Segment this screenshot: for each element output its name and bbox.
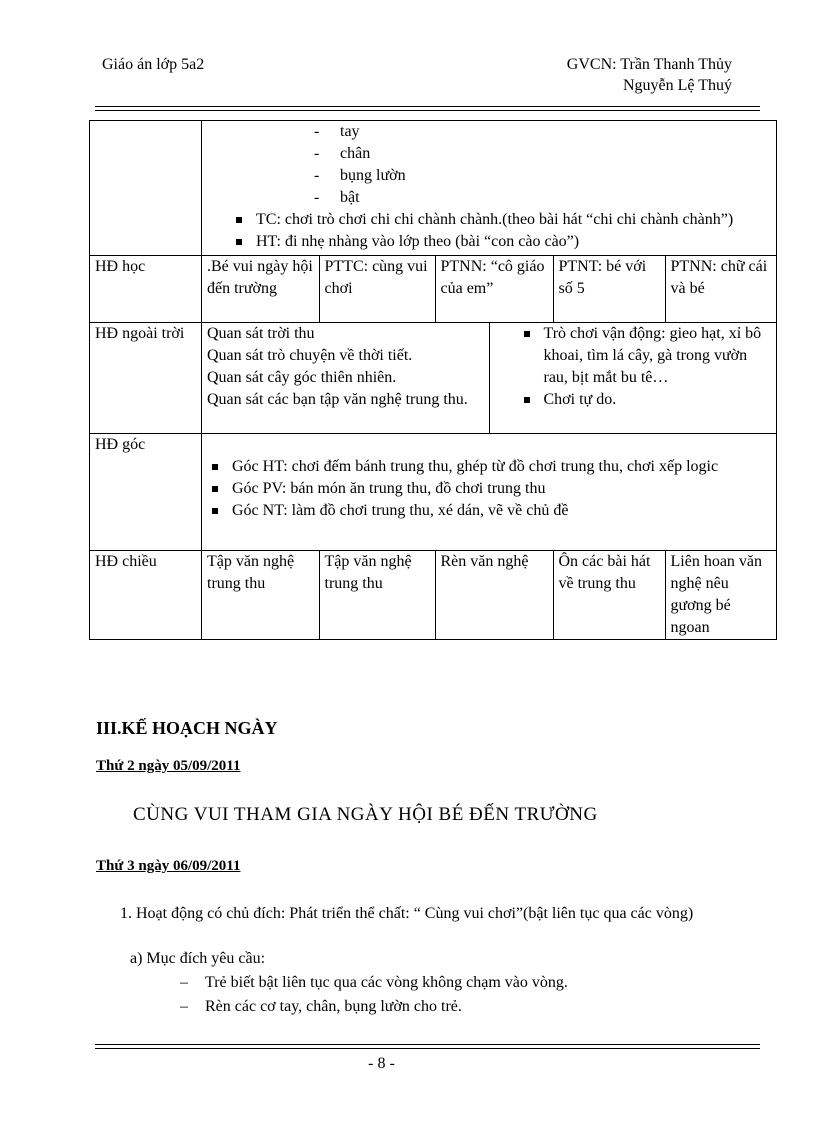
- header-right-line2: Nguyễn Lệ Thuý: [622, 77, 732, 94]
- list-item: TC: chơi trò chơi chi chi chành chành.(theo bài hát “chi chi chành chành”): [230, 209, 766, 231]
- bullet-icon: [524, 397, 530, 403]
- banner-title: CÙNG VUI THAM GIA NGÀY HỘI BÉ ĐẾN TRƯỜNG: [133, 804, 598, 825]
- table-row: [90, 121, 777, 256]
- bullet-icon: [212, 464, 218, 470]
- list-item: HT: đi nhẹ nhàng vào lớp theo (bài “con cào cào”): [230, 231, 766, 253]
- bullet-list: [206, 456, 766, 522]
- table-cell: [202, 551, 777, 640]
- table-cell: [202, 256, 777, 323]
- dash-marker: –: [180, 998, 188, 1015]
- row-label: HĐ chiều: [90, 551, 202, 640]
- dash-marker: –: [180, 974, 188, 991]
- item-text: 1. Hoạt động có chủ đích: Phát triển thể chất: “ Cùng vui chơi”(bật liên tục qua các vòng): [120, 905, 694, 922]
- table-cell: [489, 323, 776, 433]
- table-cell: [202, 323, 777, 434]
- plan-table: [89, 120, 777, 640]
- list-item: - chân: [314, 143, 776, 165]
- header-right-line1: GVCN: Trần Thanh Thủy: [566, 56, 732, 73]
- table-cell: Rèn văn nghệ: [435, 551, 553, 639]
- text-line: Quan sát các bạn tập văn nghệ trung thu.: [207, 391, 468, 408]
- item-text: Rèn các cơ tay, chân, bụng lườn cho trẻ.: [205, 998, 462, 1015]
- table-cell: PTNT: bé với số 5: [553, 256, 665, 322]
- inner-table: [202, 323, 776, 433]
- bullet-icon: [236, 217, 242, 223]
- bullet-icon: [212, 508, 218, 514]
- footer-rule: [95, 1044, 760, 1049]
- bullet-icon: [212, 486, 218, 492]
- table-row: [90, 323, 777, 434]
- table-cell: [202, 121, 777, 256]
- row-label: HĐ góc: [90, 434, 202, 551]
- table-cell: PTNN: “cô giáo của em”: [435, 256, 553, 322]
- table-row: [90, 434, 777, 551]
- text-line: Quan sát trời thu: [207, 325, 315, 342]
- header-rule: [95, 106, 760, 111]
- table-cell: PTTC: cùng vui chơi: [319, 256, 435, 322]
- list-item: - bật: [314, 187, 776, 209]
- list-item: Góc PV: bán món ăn trung thu, đồ chơi trung thu: [206, 478, 766, 500]
- table-cell: PTNN: chữ cái và bé: [665, 256, 776, 322]
- inner-table: [202, 256, 776, 322]
- table-cell: Liên hoan văn nghệ nêu gương bé ngoan: [665, 551, 776, 639]
- list-item: Góc HT: chơi đếm bánh trung thu, ghép từ đồ chơi trung thu, chơi xếp logic: [206, 456, 766, 478]
- list-item: - tay: [314, 121, 776, 143]
- inner-table: [202, 551, 776, 639]
- list-item: - bụng lườn: [314, 165, 776, 187]
- dash-list: [202, 121, 776, 209]
- bullet-icon: [524, 331, 530, 337]
- table-cell: [90, 121, 202, 256]
- item-text: Trẻ biết bật liên tục qua các vòng không chạm vào vòng.: [205, 974, 568, 991]
- table-cell: Tập văn nghệ trung thu: [207, 553, 295, 592]
- table-cell: Tập văn nghệ trung thu: [319, 551, 435, 639]
- list-item: Chơi tự do.: [518, 389, 769, 411]
- row-label: HĐ học: [90, 256, 202, 323]
- table-cell: [202, 434, 777, 551]
- bullet-list: [518, 323, 769, 411]
- list-item: Góc NT: làm đồ chơi trung thu, xé dán, vẽ về chủ đề: [206, 500, 766, 522]
- bullet-list: [202, 209, 776, 253]
- day-heading: Thứ 2 ngày 05/09/2011: [96, 758, 241, 774]
- table-cell: .Bé vui ngày hội đến trường: [207, 258, 313, 297]
- day-heading: Thứ 3 ngày 06/09/2011: [96, 858, 241, 874]
- table-row: [90, 256, 777, 323]
- table-cell: [202, 323, 489, 433]
- bullet-icon: [236, 239, 242, 245]
- section-title: III.KẾ HOẠCH NGÀY: [96, 718, 278, 738]
- text-line: Quan sát trò chuyện về thời tiết.: [207, 347, 413, 364]
- page-number: - 8 -: [368, 1055, 395, 1072]
- list-item: Trò chơi vận động: gieo hạt, xỉ bô khoai, tìm lá cây, gà trong vườn rau, bịt mắt bu tê…: [518, 323, 769, 389]
- header-left: Giáo án lớp 5a2: [102, 56, 205, 73]
- row-label: HĐ ngoài trời: [90, 323, 202, 434]
- table-cell: Ôn các bài hát về trung thu: [553, 551, 665, 639]
- item-text: a) Mục đích yêu cầu:: [130, 950, 266, 967]
- text-line: Quan sát cây góc thiên nhiên.: [207, 369, 397, 386]
- table-row: [90, 551, 777, 640]
